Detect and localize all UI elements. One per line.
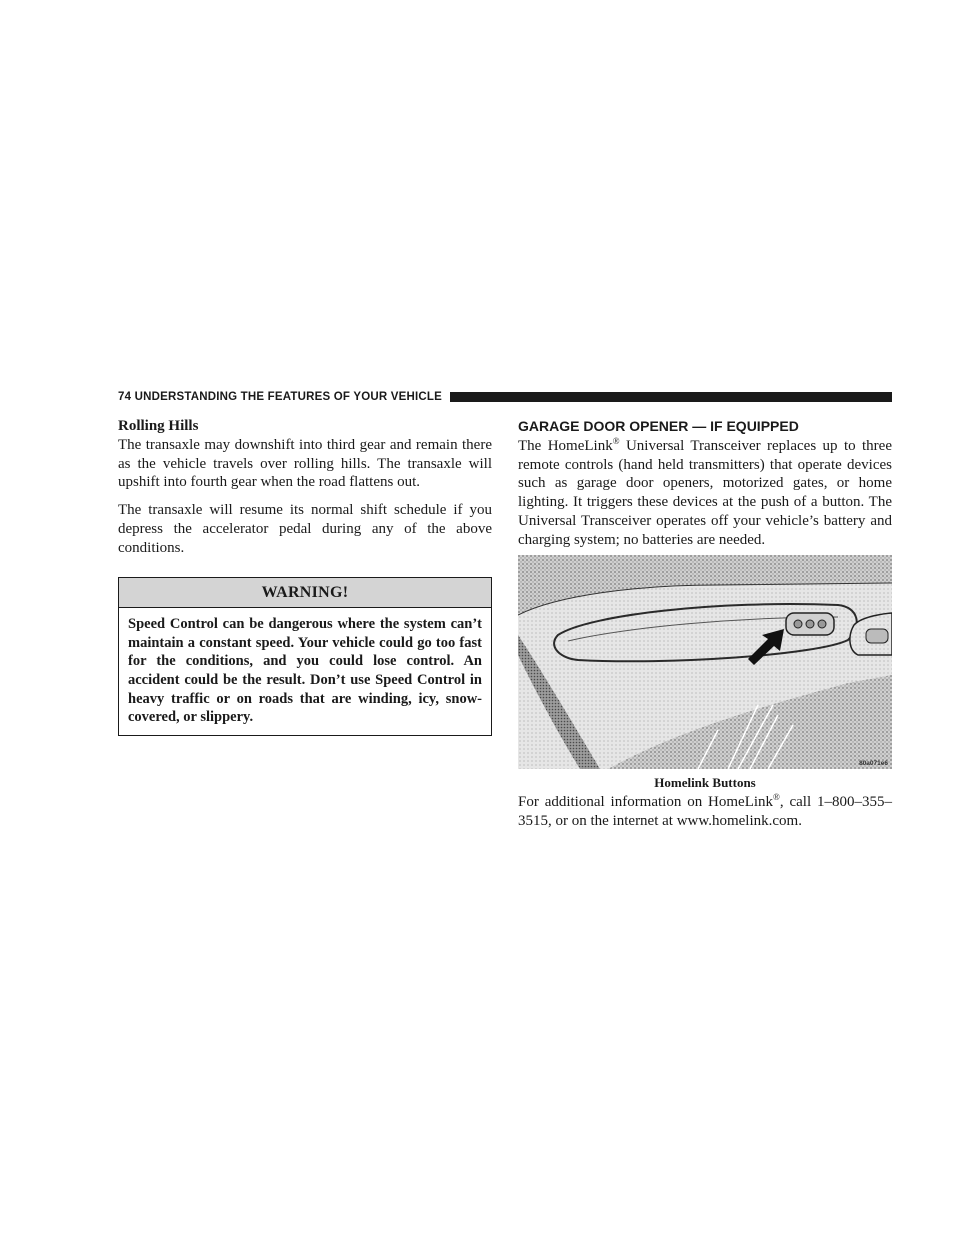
left-column bbox=[118, 417, 492, 736]
paragraph-downshift: The transaxle may downshift into third gear and remain there as the vehicle travels over rolling hills. The transaxle will upshift into fourth gear when the road flattens out. bbox=[118, 437, 492, 491]
registered-mark: ® bbox=[612, 436, 620, 446]
figure-code: 80a071e6 bbox=[859, 760, 888, 768]
paragraph-more-info bbox=[518, 793, 892, 830]
homelink-illustration bbox=[518, 555, 892, 769]
intro-text-2: Universal Transceiver replaces up to three remote controls (hand held transmitters) that operate devices such as garage door openers, motorized gates, or home lighting. It triggers these devices at the push of a button. The Universal Transceiver operates off your vehicle’s battery and charging system; no batteries are needed. bbox=[518, 438, 892, 548]
homelink-buttons-image bbox=[518, 555, 892, 769]
more-info-text-1: For additional information on HomeLink bbox=[518, 794, 774, 811]
warning-box bbox=[118, 577, 492, 736]
header-rule bbox=[450, 392, 892, 402]
paragraph-homelink-intro bbox=[518, 437, 892, 549]
page-header-text: 74 UNDERSTANDING THE FEATURES OF YOUR VEHICLE bbox=[118, 391, 443, 403]
warning-title: WARNING! bbox=[119, 578, 491, 608]
right-column bbox=[518, 417, 892, 831]
warning-text: Speed Control can be dangerous where the system can’t maintain a constant speed. Your vehicle could go too fast for the conditions, and you could lose control. An accident could be the result. Don’t use Speed Control in heavy traffic or on roads that are winding, icy, snow-covered, or slippery. bbox=[128, 616, 482, 726]
registered-mark-2: ® bbox=[773, 792, 780, 803]
running-header bbox=[118, 389, 892, 405]
intro-text-1: The HomeLink bbox=[518, 438, 613, 454]
figure-caption: Homelink Buttons bbox=[654, 775, 756, 791]
subheading-rolling-hills: Rolling Hills bbox=[118, 418, 199, 434]
more-info-text-2: , call 1–800–355–3515, or on the internet at www.homelink.com. bbox=[518, 794, 892, 829]
section-heading-garage-door: GARAGE DOOR OPENER — IF EQUIPPED bbox=[518, 418, 799, 434]
paragraph-shift-schedule: The transaxle will resume its normal shift schedule if you depress the accelerator pedal during any of the above conditions. bbox=[118, 502, 492, 556]
